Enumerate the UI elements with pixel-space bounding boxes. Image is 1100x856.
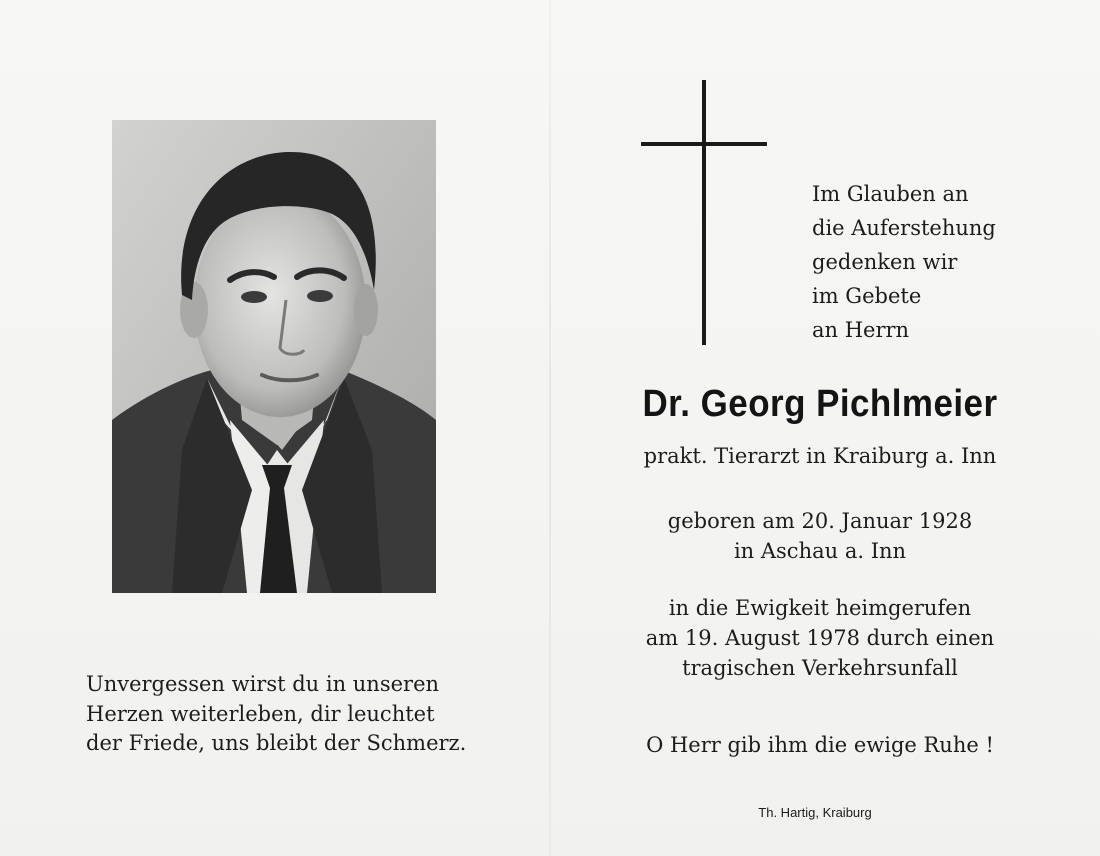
profession-line: prakt. Tierarzt in Kraiburg a. Inn — [643, 444, 997, 468]
faith-line: die Auferstehung — [812, 216, 996, 240]
deceased-name: Dr. Georg Pichlmeier — [642, 383, 998, 425]
prayer-text — [560, 730, 1080, 760]
faith-line: gedenken wir — [812, 250, 958, 274]
memorial-verse — [86, 670, 506, 759]
prayer-line: O Herr gib ihm die ewige Ruhe ! — [646, 733, 994, 757]
cross-icon — [641, 80, 767, 345]
birth-line: in Aschau a. Inn — [733, 539, 907, 563]
portrait-photo — [112, 120, 436, 593]
death-line: in die Ewigkeit heimgerufen — [668, 596, 972, 620]
profession-text — [560, 441, 1080, 471]
verse-line: Unvergessen wirst du in unseren — [86, 672, 440, 696]
printer-credit: Th. Hartig, Kraiburg — [758, 805, 872, 820]
birth-info — [560, 506, 1080, 566]
faith-line: Im Glauben an — [812, 182, 969, 206]
card-fold — [549, 0, 551, 856]
verse-line: Herzen weiterleben, dir leuchtet — [86, 701, 435, 726]
faith-line: an Herrn — [812, 318, 910, 342]
death-info — [560, 593, 1080, 683]
death-line: am 19. August 1978 durch einen — [645, 626, 995, 650]
portrait-man-icon — [112, 120, 436, 593]
faith-line: im Gebete — [812, 284, 922, 308]
death-line: tragischen Verkehrsunfall — [682, 656, 958, 680]
birth-line: geboren am 20. Januar 1928 — [667, 509, 973, 533]
verse-line: der Friede, uns bleibt der Schmerz. — [86, 731, 467, 755]
faith-text — [812, 177, 996, 347]
